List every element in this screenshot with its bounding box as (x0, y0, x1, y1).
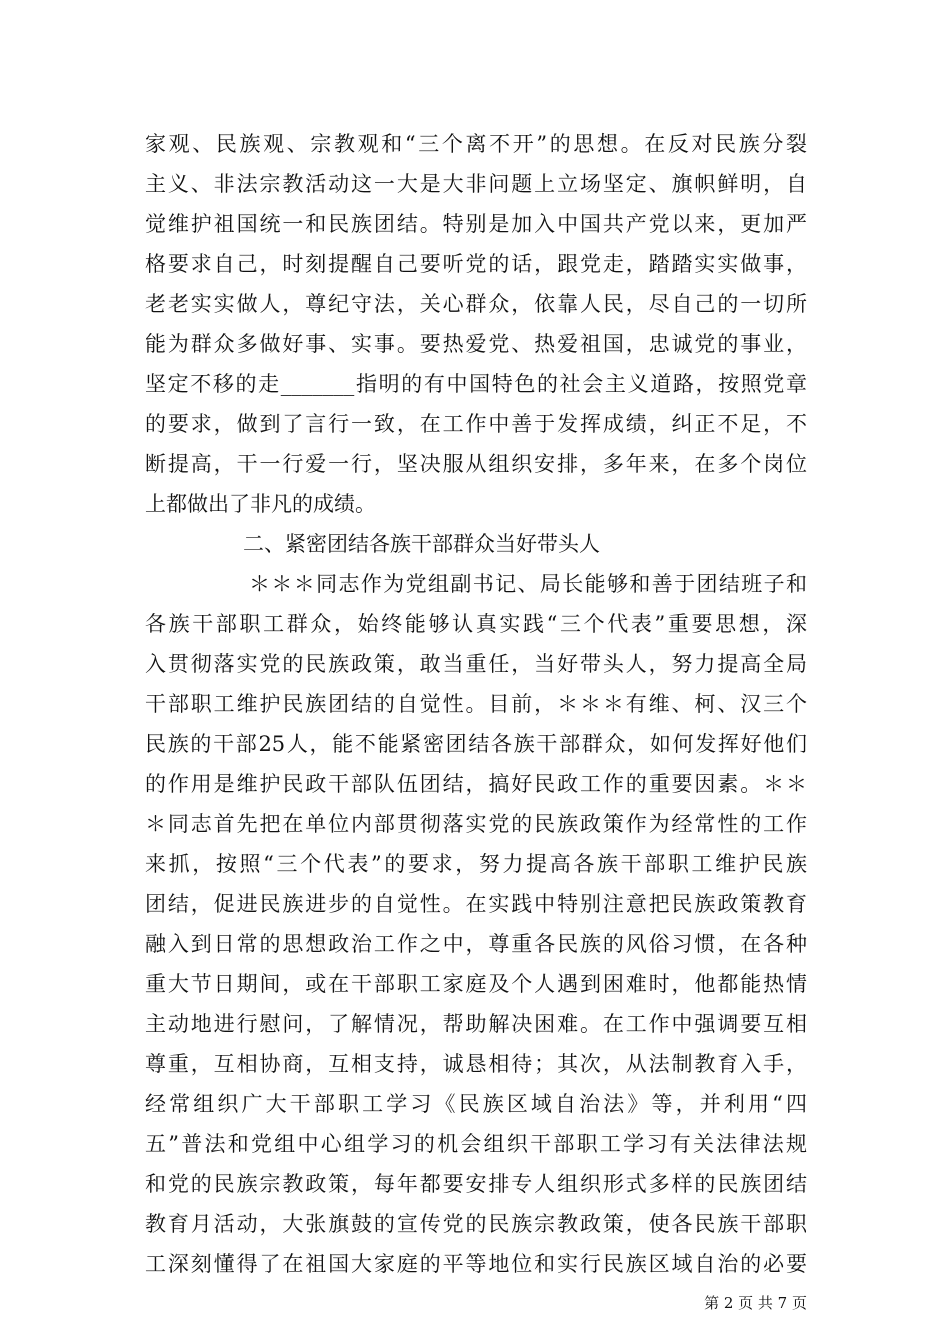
text-line: 干部职工维护民族团结的自觉性。目前，＊＊＊有维、柯、汉三个 (145, 692, 807, 716)
text-line: 工深刻懂得了在祖国大家庭的平等地位和实行民族区域自治的必要 (145, 1252, 807, 1276)
text-line: 各族干部职工群众，始终能够认真实践“三个代表”重要思想，深 (145, 612, 807, 636)
text-line: 融入到日常的思想政治工作之中，尊重各民族的风俗习惯，在各种 (145, 932, 807, 956)
text-line: 尊重，互相协商，互相支持，诚恳相待；其次，从法制教育入手， (145, 1052, 807, 1076)
text-line: 五”普法和党组中心组学习的机会组织干部职工学习有关法律法规 (145, 1132, 807, 1156)
text-line: 民族的干部25人，能不能紧密团结各族干部群众，如何发挥好他们 (145, 732, 807, 756)
text-line: 主动地进行慰问，了解情况，帮助解决困难。在工作中强调要互相 (145, 1012, 807, 1036)
section-heading: 二、紧密团结各族干部群众当好带头人 (243, 532, 600, 556)
page-number-footer: 第 2 页 共 7 页 (704, 1294, 807, 1312)
text-line: 格要求自己，时刻提醒自己要听党的话，跟党走，踏踏实实做事， (145, 252, 807, 276)
text-line: 家观、民族观、宗教观和“三个离不开”的思想。在反对民族分裂 (145, 132, 807, 156)
text-line: 重大节日期间，或在干部职工家庭及个人遇到困难时，他都能热情 (145, 972, 807, 996)
text-line: 觉维护祖国统一和民族团结。特别是加入中国共产党以来，更加严 (145, 212, 807, 236)
text-line: ＊＊＊同志作为党组副书记、局长能够和善于团结班子和 (249, 572, 807, 596)
text-line: 上都做出了非凡的成绩。 (145, 492, 376, 516)
text-line: 来抓，按照“三个代表”的要求，努力提高各族干部职工维护民族 (145, 852, 807, 876)
paragraph-continued (145, 124, 807, 1284)
text-line: 经常组织广大干部职工学习《民族区域自治法》等，并利用“四 (145, 1092, 807, 1116)
text-line: 的要求，做到了言行一致，在工作中善于发挥成绩，纠正不足，不 (145, 412, 807, 436)
text-line: 的作用是维护民政干部队伍团结，搞好民政工作的重要因素。＊＊ (145, 772, 807, 796)
text-line: 教育月活动，大张旗鼓的宣传党的民族宗教政策，使各民族干部职 (145, 1212, 807, 1236)
text-line: 断提高，干一行爱一行，坚决服从组织安排，多年来，在多个岗位 (145, 452, 807, 476)
text-line: 老老实实做人，尊纪守法，关心群众，依靠人民，尽自己的一切所 (145, 292, 807, 316)
text-line: 主义、非法宗教活动这一大是大非问题上立场坚定、旗帜鲜明，自 (145, 172, 807, 196)
text-line: 坚定不移的走_______指明的有中国特色的社会主义道路，按照党章 (145, 372, 807, 396)
text-line: 和党的民族宗教政策，每年都要安排专人组织形式多样的民族团结 (145, 1172, 807, 1196)
text-line: 团结，促进民族进步的自觉性。在实践中特别注意把民族政策教育 (145, 892, 807, 916)
text-line: ＊同志首先把在单位内部贯彻落实党的民族政策作为经常性的工作 (145, 812, 807, 836)
text-line: 能为群众多做好事、实事。要热爱党、热爱祖国，忠诚党的事业， (145, 332, 807, 356)
text-line: 入贯彻落实党的民族政策，敢当重任，当好带头人，努力提高全局 (145, 652, 807, 676)
